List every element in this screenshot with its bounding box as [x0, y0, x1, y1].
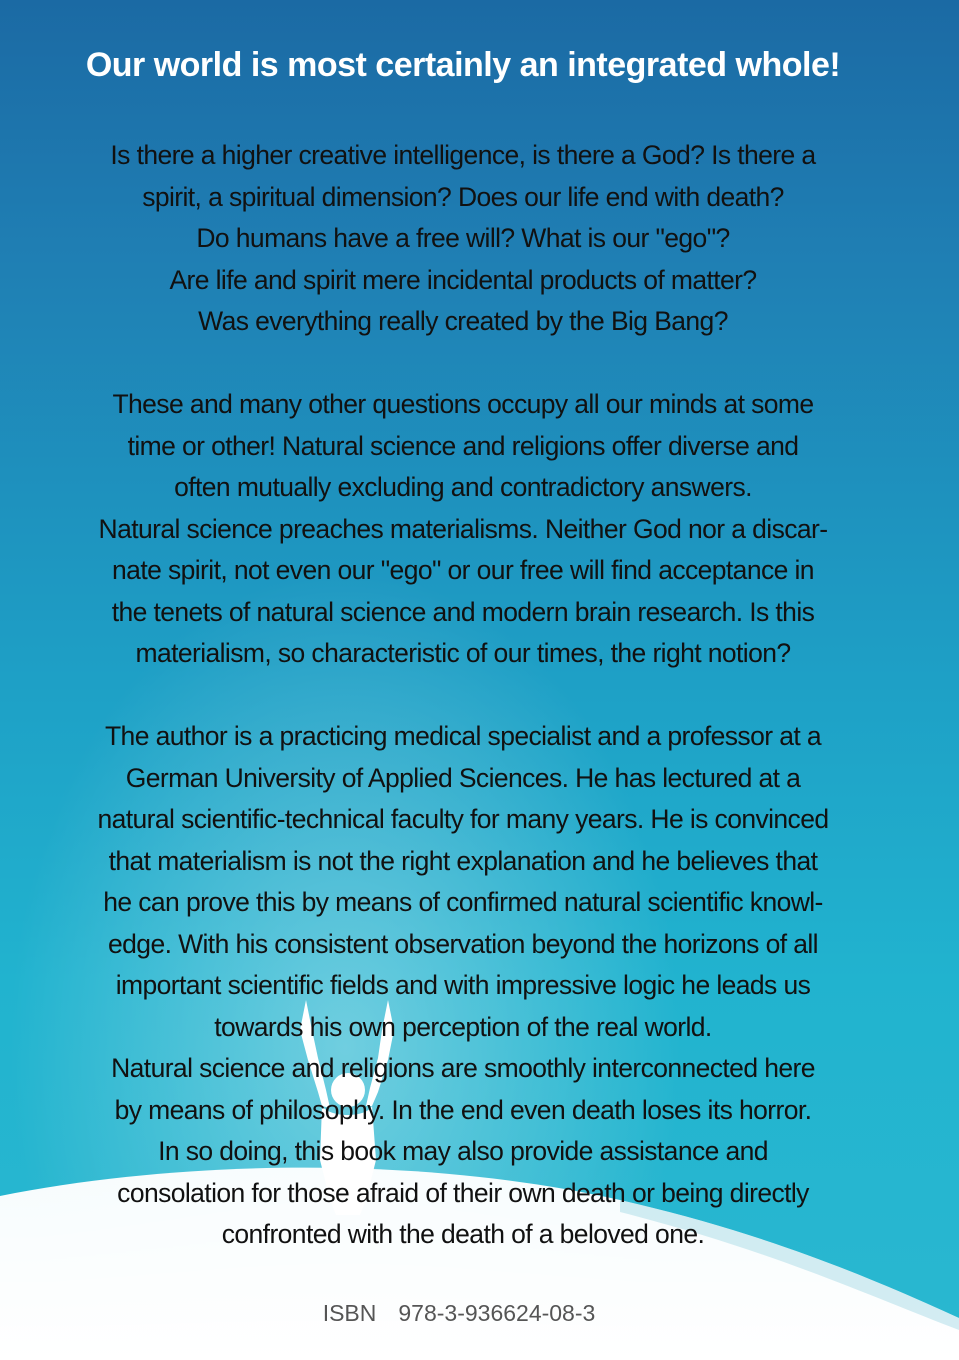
paragraph-author: [30, 716, 896, 1256]
text-line: These and many other questions occupy all our minds at some: [112, 389, 814, 419]
text-line: confronted with the death of a beloved one.: [221, 1219, 705, 1249]
text-line: Is there a higher creative intelligence, is there a God? Is there a: [110, 140, 816, 170]
paragraph-spacer: [30, 675, 896, 717]
text-line: the tenets of natural science and modern brain research. Is this: [111, 596, 815, 627]
text-line: consolation for those afraid of their own death or being directly: [117, 1177, 809, 1208]
text-line: time or other! Natural science and religions offer diverse and: [127, 430, 799, 461]
text-line: natural scientific-technical faculty for many years. He is convinced: [97, 804, 829, 834]
text-line: The author is a practicing medical specialist and a professor at a: [104, 721, 822, 751]
text-line: nate spirit, not even our "ego" or our free will find acceptance in: [112, 555, 814, 585]
text-line: Was everything really created by the Big Bang?: [198, 306, 728, 336]
text-line: German University of Applied Sciences. He has lectured at a: [125, 762, 801, 793]
text-line: spirit, a spiritual dimension? Does our life end with death?: [142, 181, 784, 212]
blurb-text: [30, 135, 896, 1256]
headline: Our world is most certainly an integrated whole!: [85, 46, 841, 84]
isbn-line: [0, 1300, 918, 1327]
text-line: edge. With his consistent observation beyond the horizons of all: [108, 928, 818, 959]
isbn-label: ISBN: [322, 1300, 377, 1326]
paragraph-questions: [30, 135, 896, 343]
text-line: Do humans have a free will? What is our "ego"?: [196, 223, 730, 253]
text-line: materialism, so characteristic of our times, the right notion?: [135, 638, 791, 668]
text-line: In so doing, this book may also provide assistance and: [158, 1136, 768, 1166]
text-line: Natural science preaches materialisms. Neither God nor a discar-: [98, 513, 828, 544]
paragraph-materialism: [30, 384, 896, 675]
isbn-number: 978-3-936624-08-3: [398, 1300, 596, 1326]
text-line: he can prove this by means of confirmed natural scientific knowl-: [103, 887, 823, 917]
text-line: often mutually excluding and contradictory answers.: [174, 472, 752, 502]
text-line: important scientific fields and with impressive logic he leads us: [115, 970, 811, 1000]
text-line: that materialism is not the right explanation and he believes that: [108, 845, 818, 876]
paragraph-spacer: [30, 343, 896, 385]
text-line: Natural science and religions are smoothly interconnected here: [111, 1053, 815, 1083]
text-line: Are life and spirit mere incidental products of matter?: [169, 264, 757, 295]
text-line: towards his own perception of the real world.: [214, 1011, 712, 1042]
text-line: by means of philosophy. In the end even death loses its horror.: [114, 1094, 812, 1125]
